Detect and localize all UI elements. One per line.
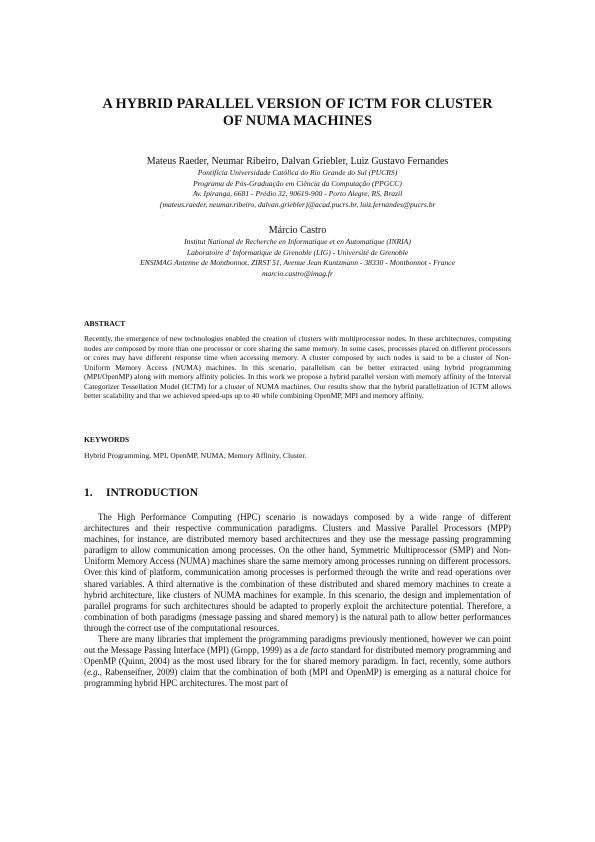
author-block-2 bbox=[84, 225, 511, 279]
abstract-text: Recently, the emergence of new technologies enabled the creation of clusters with multiprocessor nodes. In these architectures, computing nodes are composed by more than one processor or core sharing the same memory. In some cases, processes placed on different processors or cores may have different response time when accessing memory. A cluster composed by such nodes is said to be a cluster of Non-Uniform Memory Access (NUMA) machines. In this scenario, parallelism can be better extracted using hybrid programming (MPI/OpenMP) along with memory affinity policies. In this work we propose a hybrid parallel version with memory affinity of the Interval Categorizer Tessellation Model (ICTM) for a cluster of NUMA machines. Our results show that the hybrid parallelization of ICTM allows better scalability and that we achieved speed-ups up to 40 while combining OpenMP, MPI and memory affinity. bbox=[84, 334, 511, 400]
author-names-2: Márcio Castro bbox=[268, 225, 327, 236]
affiliation-line: Av. Ipiranga, 6681 - Prédio 32, 90619-900 - Porto Alegre, RS, Brazil bbox=[192, 189, 403, 198]
section-heading-introduction bbox=[84, 486, 198, 500]
affiliation-line: ENSIMAG Antenne de Montbonnot, ZIRST 51, Avenue Jean Kuntzmann - 38330 - Montbonnot - France bbox=[139, 258, 456, 267]
affiliation-line: Programa de Pós-Graduação em Ciência da Computação (PPGCC) bbox=[193, 178, 402, 188]
title-line-1: A HYBRID PARALLEL VERSION OF ICTM FOR CLUSTER bbox=[102, 96, 493, 112]
text-run: standard for distributed memory programming and OpenMP (Quinn, 2004) as the most used library for the for shared memory paradigm. In fact, recently, some authors ( bbox=[84, 645, 512, 678]
keywords-text: Hybrid Programming, MPI, OpenMP, NUMA, Memory Affinity, Cluster. bbox=[84, 451, 307, 460]
introduction-body bbox=[84, 512, 511, 690]
author-emails-1: {mateus.raeder, neumar.ribeiro, dalvan.griebler}@acad.pucrs.br, luiz.fernandes@pucrs.br bbox=[159, 199, 436, 209]
author-block-1 bbox=[84, 156, 511, 210]
keywords-heading: KEYWORDS bbox=[84, 435, 130, 444]
title-line-2: OF NUMA MACHINES bbox=[222, 113, 373, 129]
affiliation-line: Institut National de Recherche en Informatique et en Automatique (INRIA) bbox=[184, 237, 411, 246]
emphasis-de-facto: de facto bbox=[300, 645, 329, 656]
affiliation-line: Laboratoire d' Informatique de Grenoble (LIG) - Université de Grenoble bbox=[186, 247, 409, 257]
section-title: INTRODUCTION bbox=[106, 487, 199, 499]
text-run: , Rabenseifner, 2009) claim that the combination of both (MPI and OpenMP) is emerging as a natural choice for programming hybrid HPC architectures. The most part of bbox=[84, 667, 511, 689]
author-names-1: Mateus Raeder, Neumar Ribeiro, Dalvan Griebler, Luiz Gustavo Fernandes bbox=[146, 156, 449, 167]
intro-paragraph-2 bbox=[84, 634, 511, 689]
text-run: There are many libraries that implement the programming paradigms previously mentioned, however we can point out the Message Passing Interface (MPI) (Gropp, 1999) as a bbox=[84, 634, 511, 656]
abstract-heading: ABSTRACT bbox=[84, 319, 126, 328]
section-number: 1. bbox=[84, 487, 93, 499]
paper-title bbox=[84, 96, 511, 130]
author-email-2: marcio.castro@imag.fr bbox=[262, 268, 333, 278]
affiliation-line: Pontifícia Universidade Católica do Rio Grande do Sul (PUCRS) bbox=[197, 168, 398, 177]
emphasis-eg: e.g. bbox=[86, 667, 100, 678]
intro-paragraph-1: The High Performance Computing (HPC) scenario is nowadays composed by a wide range of different architectures and their respective communication paradigms. Clusters and Massive Parallel Processors (MPP) machines, for instance, are distributed memory based architectures and they use the message passing programming paradigm to allow communication among processes. On the other hand, Symmetric Multiprocessor (SMP) and Non-Uniform Memory Access (NUMA) machines share the same memory among processes running on different processors. Over this kind of platform, communication among processes is performed through the write and read operations over shared variables. A third alternative is the combination of these distributed and shared memory machines to create a hybrid architecture, like clusters of NUMA machines for example. In this scenario, the design and implementation of parallel programs for such architectures should be adapted to properly exploit the architecture potential. Therefore, a combination of both paradigms (message passing and shared memory) is the natural path to allow better performances through the correct use of the computational resources. bbox=[84, 512, 511, 633]
